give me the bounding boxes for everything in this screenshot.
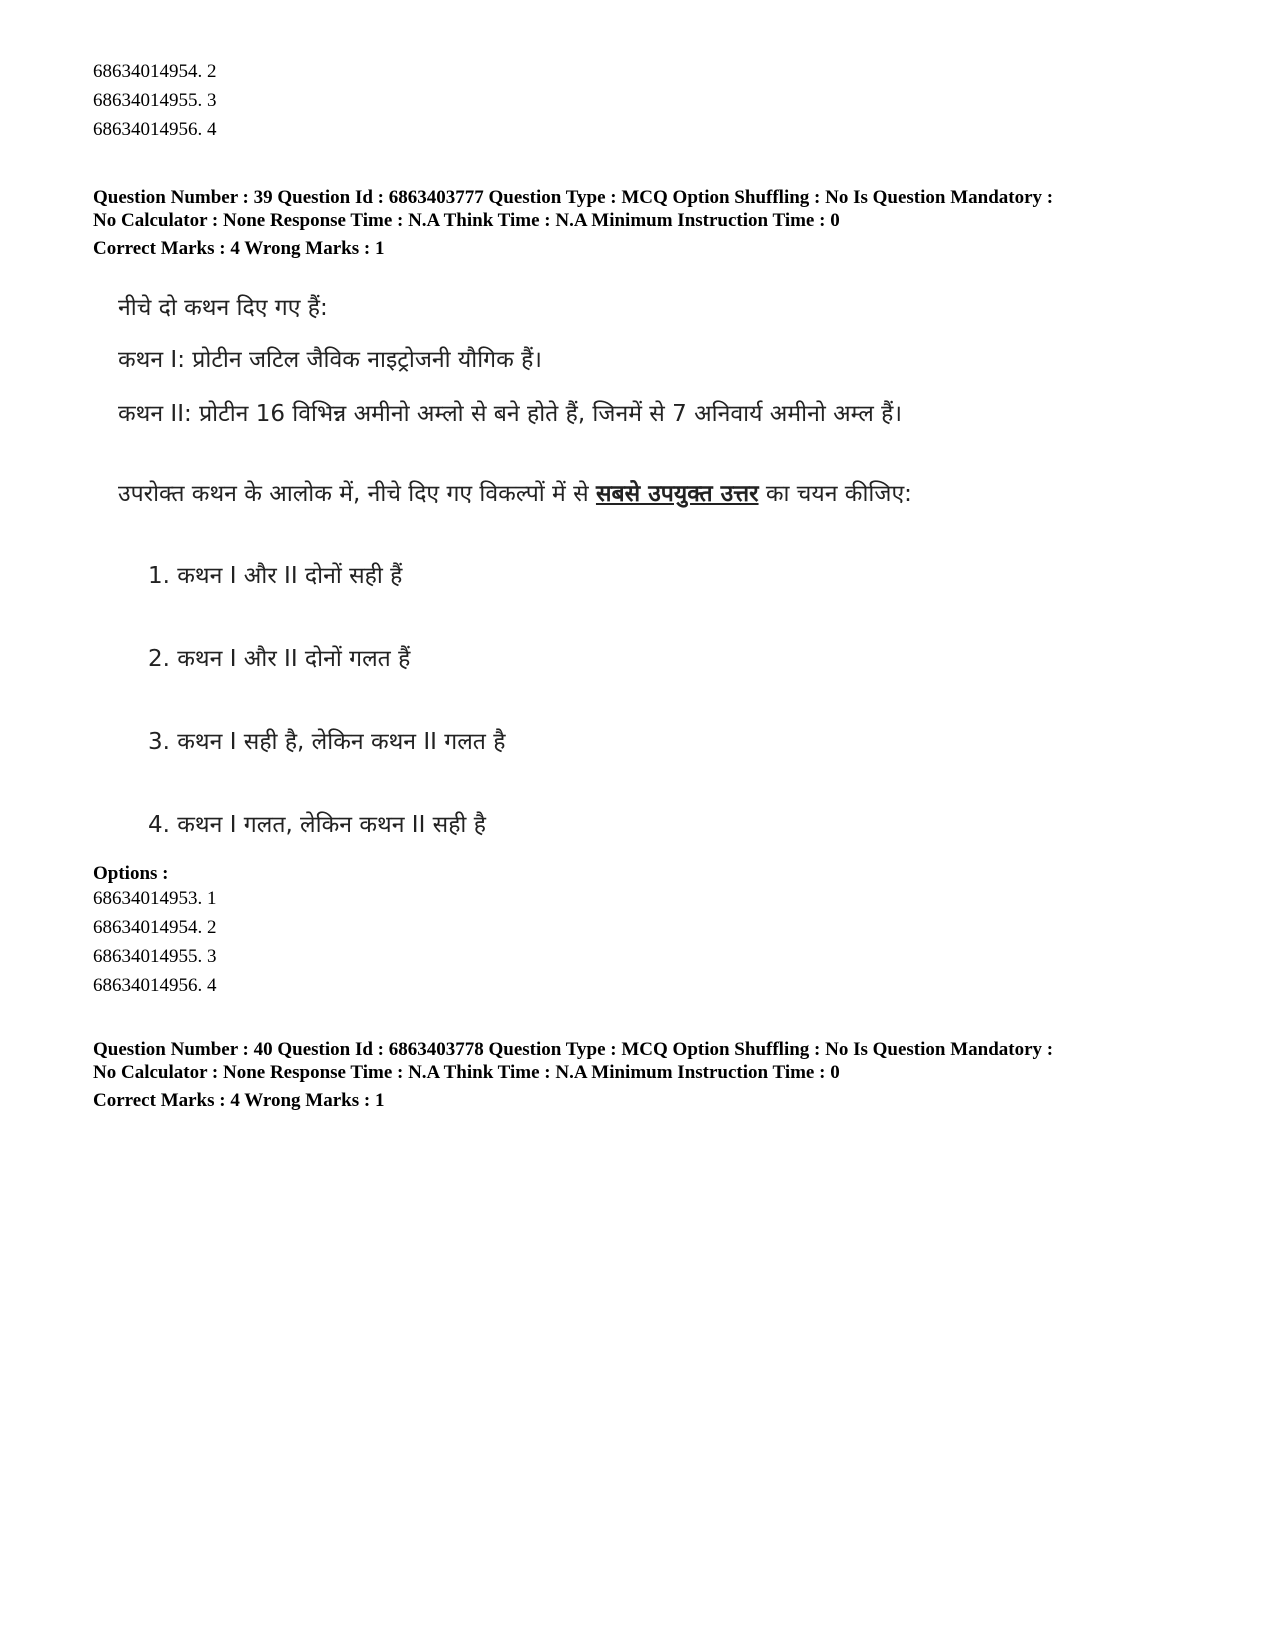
option-line: 68634014953. 1: [93, 888, 217, 909]
choice-1: 1. कथन I और II दोनों सही हैं: [148, 563, 403, 589]
question-meta-line: Question Number : 39 Question Id : 6863403777 Question Type : MCQ Option Shuffling : No Is Question Mandatory :: [93, 187, 1054, 208]
question-39-header: [93, 186, 1253, 260]
choice-2: 2. कथन I और II दोनों गलत हैं: [148, 646, 411, 672]
option-line: 68634014955. 3: [93, 946, 217, 967]
option-line: 68634014956. 4: [93, 975, 217, 996]
choice-4: 4. कथन I गलत, लेकिन कथन II सही है: [148, 812, 486, 838]
option-line: 68634014956. 4: [93, 119, 217, 140]
question-39-options: [93, 884, 217, 1000]
option-line: 68634014954. 2: [93, 917, 217, 938]
option-line: 68634014954. 2: [93, 61, 217, 82]
marks-line: Correct Marks : 4 Wrong Marks : 1: [93, 238, 385, 259]
previous-question-options: [93, 57, 217, 144]
statement-2: कथन II: प्रोटीन 16 विभिन्न अमीनो अम्लो से बने होते हैं, जिनमें से 7 अनिवार्य अमीनो अम्ल हैं।: [118, 401, 903, 427]
options-label: Options :: [93, 863, 169, 884]
question-meta-line: No Calculator : None Response Time : N.A Think Time : N.A Minimum Instruction Time : 0: [93, 210, 840, 231]
instruction-text-end: का चयन कीजिए:: [758, 481, 912, 507]
statement-1: कथन I: प्रोटीन जटिल जैविक नाइट्रोजनी यौगिक हैं।: [118, 347, 543, 373]
marks-line: Correct Marks : 4 Wrong Marks : 1: [93, 1090, 385, 1111]
question-intro: नीचे दो कथन दिए गए हैं:: [118, 295, 328, 321]
instruction-text: उपरोक्त कथन के आलोक में, नीचे दिए गए विकल्पों में से: [118, 481, 596, 507]
choice-3: 3. कथन I सही है, लेकिन कथन II गलत है: [148, 729, 506, 755]
question-40-header: [93, 1038, 1253, 1112]
question-meta-line: Question Number : 40 Question Id : 6863403778 Question Type : MCQ Option Shuffling : No Is Question Mandatory :: [93, 1039, 1054, 1060]
instruction-line: [118, 476, 912, 508]
instruction-emphasis: सबसे उपयुक्त उत्तर: [595, 481, 759, 507]
option-line: 68634014955. 3: [93, 90, 217, 111]
question-meta-line: No Calculator : None Response Time : N.A Think Time : N.A Minimum Instruction Time : 0: [93, 1062, 840, 1083]
